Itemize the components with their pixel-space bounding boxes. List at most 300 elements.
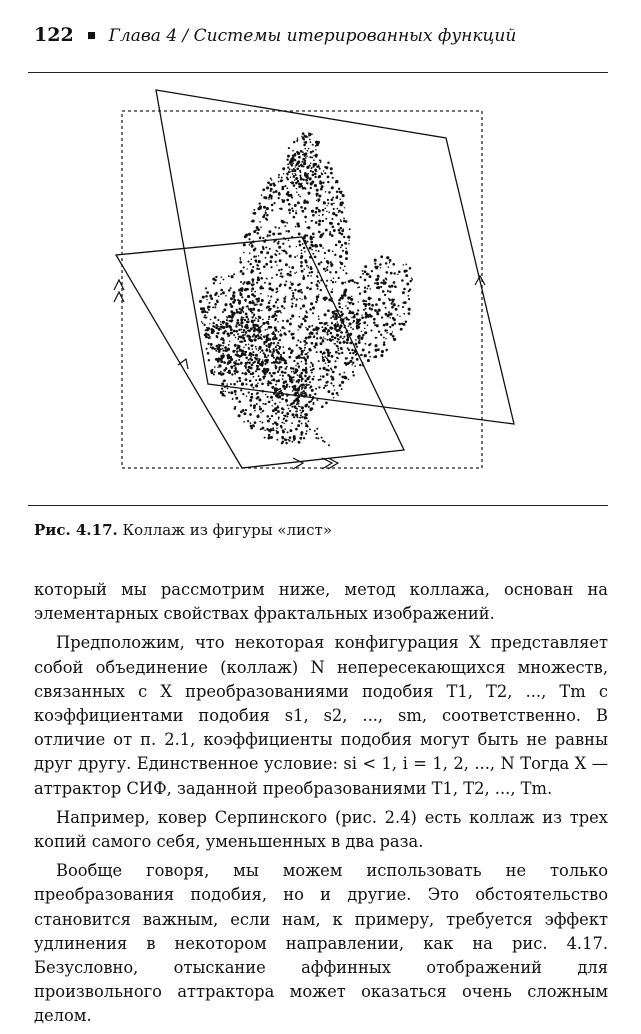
leaf-dot xyxy=(328,298,331,301)
leaf-dot xyxy=(358,301,359,302)
leaf-dot xyxy=(291,290,293,292)
leaf-dot xyxy=(289,212,291,214)
leaf-dot xyxy=(292,296,294,298)
leaf-dot xyxy=(268,282,271,285)
leaf-dot xyxy=(292,402,295,405)
leaf-dot xyxy=(225,322,228,325)
leaf-dot xyxy=(330,340,332,342)
leaf-dot xyxy=(249,339,252,342)
leaf-dot xyxy=(220,338,222,340)
leaf-dot xyxy=(301,270,304,273)
leaf-dot xyxy=(268,429,271,432)
leaf-dot xyxy=(320,289,322,291)
leaf-dot xyxy=(312,144,314,146)
leaf-dot xyxy=(301,249,303,251)
leaf-dot xyxy=(346,252,348,254)
leaf-dot xyxy=(267,328,268,329)
leaf-dot xyxy=(244,319,246,321)
leaf-dot xyxy=(298,316,300,318)
leaf-dot xyxy=(315,244,317,246)
leaf-dot xyxy=(374,282,376,284)
leaf-dot xyxy=(322,247,324,249)
leaf-dot xyxy=(272,232,275,235)
leaf-dot xyxy=(317,288,319,290)
leaf-dot xyxy=(315,301,317,303)
page-header xyxy=(34,20,614,50)
leaf-dot xyxy=(351,279,354,282)
leaf-dot xyxy=(387,290,389,292)
leaf-dot xyxy=(229,315,232,318)
leaf-stem-dot xyxy=(300,414,302,416)
leaf-dot xyxy=(289,245,291,247)
leaf-stem-dot xyxy=(301,416,303,418)
leaf-dot xyxy=(222,323,223,324)
leaf-dot xyxy=(295,177,298,180)
leaf-dot xyxy=(309,349,312,352)
leaf-dot xyxy=(299,347,302,350)
leaf-dot xyxy=(348,319,350,321)
leaf-dot xyxy=(287,431,289,433)
leaf-dot xyxy=(282,375,284,377)
leaf-dot xyxy=(252,266,254,268)
leaf-dot xyxy=(293,169,296,172)
leaf-dot xyxy=(247,295,250,298)
leaf-dot xyxy=(207,352,210,355)
leaf-dot xyxy=(305,362,308,365)
leaf-dot xyxy=(274,403,276,405)
leaf-dot xyxy=(221,326,223,328)
leaf-collage-figure xyxy=(28,80,608,490)
leaf-dot xyxy=(327,162,330,165)
leaf-dot xyxy=(329,327,331,329)
leaf-dot xyxy=(338,240,341,243)
leaf-dot xyxy=(318,379,320,381)
leaf-dot xyxy=(244,372,247,375)
leaf-dot xyxy=(278,181,280,183)
leaf-dot xyxy=(351,311,354,314)
leaf-dot xyxy=(275,318,277,320)
leaf-dot xyxy=(386,256,389,259)
leaf-dot xyxy=(213,282,215,284)
leaf-dot xyxy=(380,354,383,357)
leaf-dot xyxy=(292,336,295,339)
leaf-dot xyxy=(403,313,405,315)
leaf-dot xyxy=(275,346,277,348)
leaf-dot xyxy=(205,333,208,336)
leaf-dot xyxy=(297,180,300,183)
leaf-dot xyxy=(291,181,294,184)
leaf-dot xyxy=(264,337,266,339)
leaf-dot xyxy=(209,323,210,324)
leaf-dot xyxy=(249,308,252,311)
leaf-dot xyxy=(368,352,370,354)
leaf-dot xyxy=(249,252,251,254)
leaf-dot xyxy=(202,322,204,324)
leaf-dot xyxy=(239,350,241,352)
leaf-dot xyxy=(294,272,296,274)
leaf-dot xyxy=(280,425,283,428)
page-number: 122 xyxy=(34,24,74,46)
leaf-stem-dot xyxy=(287,404,289,406)
leaf-dot xyxy=(248,348,250,350)
leaf-dot xyxy=(245,316,248,319)
leaf-dot xyxy=(228,371,231,374)
leaf-dot xyxy=(271,277,273,279)
leaf-dot xyxy=(370,330,372,332)
leaf-dot xyxy=(278,197,280,199)
leaf-dot xyxy=(286,412,289,415)
leaf-dot xyxy=(408,312,411,315)
leaf-dot xyxy=(272,429,274,431)
leaf-dot xyxy=(261,194,263,196)
leaf-dot xyxy=(223,379,226,382)
leaf-dot xyxy=(262,370,265,373)
leaf-dot xyxy=(358,341,361,344)
leaf-dot xyxy=(240,411,243,414)
leaf-dot xyxy=(245,409,247,411)
leaf-stem-dot xyxy=(280,390,282,392)
leaf-dot xyxy=(290,275,292,277)
leaf-dot xyxy=(300,323,303,326)
leaf-dot xyxy=(320,351,323,354)
leaf-dot xyxy=(206,348,208,350)
leaf-dot xyxy=(284,360,286,362)
leaf-dot xyxy=(254,319,256,321)
leaf-dot xyxy=(301,210,304,213)
leaf-dot xyxy=(243,346,245,348)
leaf-dot xyxy=(237,346,240,349)
leaf-dot xyxy=(304,344,306,346)
leaf-dot xyxy=(341,381,344,384)
leaf-dot xyxy=(332,225,335,228)
leaf-dot xyxy=(375,267,378,270)
leaf-dot xyxy=(409,288,411,290)
leaf-dot xyxy=(364,265,367,268)
leaf-dot xyxy=(366,273,369,276)
leaf-dot xyxy=(280,312,282,314)
leaf-dot xyxy=(303,138,305,140)
leaf-dot xyxy=(260,251,263,254)
leaf-dot xyxy=(256,365,259,368)
leaf-dot xyxy=(368,344,371,347)
leaf-dot xyxy=(294,155,295,156)
leaf-dot xyxy=(337,208,339,210)
leaf-dot xyxy=(269,183,272,186)
leaf-dot xyxy=(315,149,317,151)
leaf-dot xyxy=(399,316,400,317)
leaf-dot xyxy=(331,335,334,338)
leaf-dot xyxy=(294,153,296,155)
leaf-stem-dot xyxy=(289,404,291,406)
leaf-dot xyxy=(357,319,360,322)
leaf-dot xyxy=(275,413,277,415)
leaf-dot xyxy=(342,228,344,230)
leaf-dot xyxy=(287,191,290,194)
leaf-dot xyxy=(312,165,314,167)
leaf-dot xyxy=(322,357,324,359)
leaf-dot xyxy=(303,162,306,165)
leaf-dot xyxy=(310,162,312,164)
leaf-dot xyxy=(290,351,293,354)
leaf-dot xyxy=(289,323,292,326)
leaf-dot xyxy=(340,335,341,336)
leaf-dot xyxy=(305,337,308,340)
leaf-dot xyxy=(364,287,366,289)
leaf-dot xyxy=(255,354,258,357)
leaf-dot xyxy=(314,393,316,395)
leaf-dot xyxy=(344,317,346,319)
leaf-dot xyxy=(339,306,342,309)
leaf-dot xyxy=(300,171,302,173)
leaf-dot xyxy=(385,313,388,316)
leaf-dot xyxy=(397,274,399,276)
leaf-dot xyxy=(239,261,242,264)
leaf-dot xyxy=(305,404,308,407)
leaf-dot xyxy=(338,188,340,190)
leaf-dot xyxy=(296,167,299,170)
leaf-dot xyxy=(262,237,264,239)
leaf-dot xyxy=(245,362,248,365)
leaf-dot xyxy=(294,179,295,180)
leaf-dot xyxy=(356,327,358,329)
leaf-dot xyxy=(293,376,295,378)
leaf-dot xyxy=(240,329,242,331)
leaf-dot xyxy=(247,318,249,320)
leaf-dot xyxy=(361,314,362,315)
leaf-dot xyxy=(251,278,254,281)
leaf-dot xyxy=(329,352,331,354)
leaf-dot xyxy=(322,214,324,216)
leaf-dot xyxy=(303,275,305,277)
leaf-dot xyxy=(326,260,329,263)
leaf-dot xyxy=(281,412,283,414)
leaf-dot xyxy=(287,166,289,168)
leaf-dot xyxy=(369,298,371,300)
leaf-dot xyxy=(282,430,284,432)
leaf-dot xyxy=(243,421,245,423)
leaf-dot xyxy=(325,402,328,405)
leaf-dot xyxy=(214,371,216,373)
leaf-dot xyxy=(352,328,354,330)
leaf-dot xyxy=(274,226,276,228)
leaf-dot xyxy=(215,324,218,327)
leaf-dot xyxy=(336,341,338,343)
leaf-dot xyxy=(392,263,395,266)
leaf-dot xyxy=(321,326,323,328)
leaf-dot xyxy=(270,195,273,198)
leaf-dot xyxy=(270,255,273,258)
leaf-dot xyxy=(234,350,236,352)
leaf-dot xyxy=(206,311,208,313)
leaf-stem-dot xyxy=(267,380,269,382)
leaf-dot xyxy=(330,332,333,335)
leaf-dot xyxy=(298,290,301,293)
leaf-dot xyxy=(327,385,328,386)
leaf-dot xyxy=(305,157,307,159)
leaf-dot xyxy=(254,291,256,293)
leaf-dot xyxy=(257,320,259,322)
leaf-dot xyxy=(251,245,254,248)
leaf-dot xyxy=(309,288,312,291)
leaf-dot xyxy=(225,349,228,352)
leaf-dot xyxy=(252,387,254,389)
leaf-dot xyxy=(264,354,266,356)
leaf-dot xyxy=(281,250,282,251)
leaf-dot xyxy=(301,361,303,363)
leaf-dot xyxy=(236,330,239,333)
leaf-stem-dot xyxy=(300,412,302,414)
leaf-dot xyxy=(325,381,328,384)
leaf-dot xyxy=(296,188,297,189)
leaf-dot xyxy=(325,362,327,364)
leaf-dot xyxy=(291,266,294,269)
leaf-dot xyxy=(266,306,269,309)
leaf-dot xyxy=(243,252,245,254)
leaf-dot xyxy=(374,344,377,347)
leaf-dot xyxy=(336,321,338,323)
leaf-dot xyxy=(294,385,297,388)
leaf-dot xyxy=(344,281,346,283)
leaf-dot xyxy=(305,383,308,386)
leaf-dot xyxy=(318,219,321,222)
leaf-dot xyxy=(308,148,310,150)
leaf-dot xyxy=(297,387,300,390)
leaf-dot xyxy=(358,326,361,329)
leaf-dot xyxy=(245,356,248,359)
leaf-dot xyxy=(324,327,326,329)
leaf-dot xyxy=(383,337,385,339)
leaf-dot xyxy=(305,371,308,374)
leaf-dot xyxy=(320,234,323,237)
body-text xyxy=(34,578,608,1034)
leaf-dot xyxy=(292,390,294,392)
leaf-dot xyxy=(342,250,344,252)
leaf-dot xyxy=(409,280,411,282)
leaf-dot xyxy=(287,174,289,176)
leaf-dot xyxy=(334,337,337,340)
leaf-dot xyxy=(327,390,330,393)
leaf-dot xyxy=(257,382,259,384)
leaf-dot xyxy=(324,166,326,168)
leaf-dot xyxy=(326,205,327,206)
leaf-dot xyxy=(363,309,365,311)
leaf-dot xyxy=(305,394,307,396)
leaf-dot xyxy=(228,275,230,277)
leaf-dot xyxy=(236,324,238,326)
leaf-dot xyxy=(358,335,361,338)
leaf-dot xyxy=(298,233,301,236)
leaf-dot xyxy=(310,235,312,237)
leaf-dot xyxy=(224,303,227,306)
leaf-dot xyxy=(338,277,340,279)
leaf-dot xyxy=(270,436,273,439)
leaf-dot xyxy=(336,190,339,193)
leaf-dot xyxy=(268,318,270,320)
leaf-dot xyxy=(297,201,300,204)
leaf-dot xyxy=(322,359,325,362)
leaf-dot xyxy=(257,297,260,300)
leaf-stem-dot xyxy=(296,410,298,412)
leaf-dot xyxy=(322,220,324,222)
leaf-dot xyxy=(311,133,312,134)
leaf-dot xyxy=(382,290,385,293)
leaf-dot xyxy=(304,386,307,389)
leaf-dot xyxy=(266,361,269,364)
leaf-dot xyxy=(292,173,294,175)
leaf-dot xyxy=(258,358,260,360)
leaf-dot xyxy=(322,353,324,355)
leaf-dot xyxy=(304,416,307,419)
leaf-dot xyxy=(349,322,352,325)
leaf-dot xyxy=(326,373,329,376)
leaf-dot xyxy=(305,342,308,345)
leaf-dot xyxy=(324,208,326,210)
leaf-dot xyxy=(378,298,381,301)
leaf-dot xyxy=(300,178,303,181)
leaf-dot xyxy=(267,369,269,371)
leaf-dot xyxy=(393,299,395,301)
leaf-dot xyxy=(298,441,301,444)
leaf-dot xyxy=(376,324,379,327)
leaf-dot xyxy=(389,262,390,263)
leaf-dot xyxy=(217,360,220,363)
leaf-dot xyxy=(304,375,307,378)
leaf-dot xyxy=(221,293,223,295)
leaf-dot xyxy=(319,387,321,389)
leaf-dot xyxy=(365,308,367,310)
leaf-dot xyxy=(255,370,257,372)
leaf-dot xyxy=(295,174,297,176)
leaf-dot xyxy=(325,191,327,193)
leaf-dot xyxy=(354,281,356,283)
leaf-dot xyxy=(289,194,292,197)
leaf-dot xyxy=(309,177,312,180)
leaf-dot xyxy=(281,422,283,424)
leaf-dot xyxy=(236,309,238,311)
leaf-dot xyxy=(305,413,308,416)
leaf-dot xyxy=(313,376,315,378)
leaf-dot xyxy=(299,175,301,177)
leaf-dot xyxy=(301,291,303,293)
leaf-dot xyxy=(293,416,295,418)
leaf-dot xyxy=(315,145,317,147)
leaf-dot xyxy=(248,282,251,285)
leaf-dot xyxy=(255,346,257,348)
leaf-dot xyxy=(289,271,291,273)
leaf-dot xyxy=(342,298,344,300)
leaf-dot xyxy=(407,295,409,297)
leaf-dot xyxy=(259,205,262,208)
leaf-dot xyxy=(298,365,300,367)
leaf-dot xyxy=(305,433,307,435)
leaf-dot xyxy=(229,326,232,329)
leaf-dot xyxy=(302,317,305,320)
leaf-dot xyxy=(325,322,327,324)
leaf-dot xyxy=(276,265,277,266)
leaf-dot xyxy=(286,187,288,189)
leaf-dot xyxy=(295,226,297,228)
leaf-dot xyxy=(205,295,208,298)
leaf-dot xyxy=(307,150,309,152)
leaf-dot xyxy=(287,273,290,276)
leaf-dot xyxy=(337,358,339,360)
leaf-dot xyxy=(303,136,304,137)
leaf-dot xyxy=(273,372,276,375)
leaf-dot xyxy=(312,378,315,381)
leaf-dot xyxy=(321,185,324,188)
leaf-dot xyxy=(208,309,210,311)
paragraph-4: Вообще говоря, мы можем использовать не только преобразования подобия, но и другие. Это обстоятельство становится важным, если нам, к примеру, требуется эффект удлинения в некотором направлении, как на рис. 4.17. Безусловно, отыскание аффинных отображений для произвольного аттрактора может оказаться очень сложным делом. xyxy=(34,861,608,1026)
